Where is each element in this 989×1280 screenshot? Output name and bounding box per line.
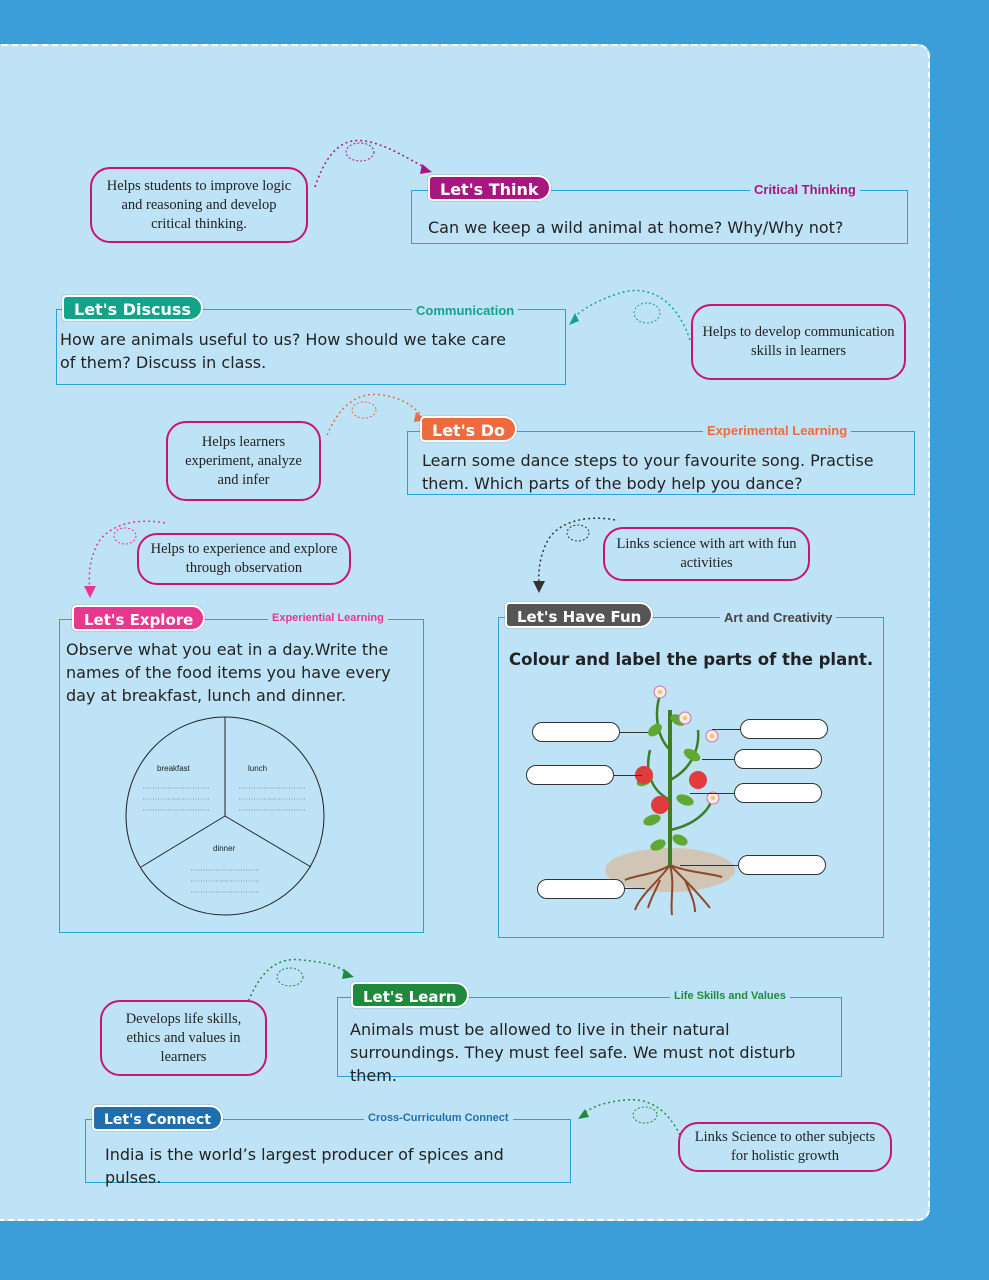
plant-label-field[interactable] xyxy=(526,765,614,785)
discuss-bubble: Helps to develop communication skills in learners xyxy=(691,304,906,380)
meal-pie-chart xyxy=(123,715,328,917)
pie-label-lunch: lunch xyxy=(248,764,268,773)
explore-tag: Let's Explore xyxy=(72,605,205,631)
plant-label-leader xyxy=(702,759,734,760)
plant-label-leader xyxy=(680,865,738,866)
connect-skill-label: Cross-Curriculum Connect xyxy=(364,1112,513,1124)
discuss-arrow-icon xyxy=(565,285,695,345)
do-arrow-icon xyxy=(322,390,432,430)
do-tag: Let's Do xyxy=(420,416,517,442)
plant-label-leader xyxy=(690,793,734,794)
think-bubble: Helps students to improve logic and reasoning and develop critical thinking. xyxy=(90,167,308,243)
plant-label-leader xyxy=(712,729,740,730)
plant-label-field[interactable] xyxy=(740,719,828,739)
learn-statement: Animals must be allowed to live in their natural surroundings. They must feel safe. We must not disturb them. xyxy=(350,1020,796,1085)
plant-label-field[interactable] xyxy=(734,783,822,803)
fun-heading: Colour and label the parts of the plant. xyxy=(509,650,874,669)
think-tag: Let's Think xyxy=(428,175,551,201)
discuss-question: How are animals useful to us? How should we take care of them? Discuss in class. xyxy=(60,330,506,372)
fun-skill-label: Art and Creativity xyxy=(720,610,836,625)
plant-label-field[interactable] xyxy=(734,749,822,769)
plant-label-leader xyxy=(614,775,642,776)
do-question: Learn some dance steps to your favourite song. Practise them. Which parts of the body help you dance? xyxy=(422,451,874,493)
discuss-skill-label: Communication xyxy=(412,303,518,318)
plant-label-field[interactable] xyxy=(537,879,625,899)
learn-skill-label: Life Skills and Values xyxy=(670,990,790,1002)
connect-tag: Let's Connect xyxy=(92,1105,223,1131)
plant-label-field[interactable] xyxy=(532,722,620,742)
discuss-tag: Let's Discuss xyxy=(62,295,203,321)
think-arrow-icon xyxy=(310,132,440,182)
plant-label-field[interactable] xyxy=(738,855,826,875)
think-question: Can we keep a wild animal at home? Why/Why not? xyxy=(428,218,844,237)
explore-skill-label: Experiential Learning xyxy=(268,612,388,624)
connect-bubble: Links Science to other subjects for holistic growth xyxy=(678,1122,892,1172)
plant-label-leader xyxy=(620,732,648,733)
plant-label-leader xyxy=(625,888,645,889)
connect-statement: India is the world’s largest producer of spices and pulses. xyxy=(105,1145,504,1187)
do-bubble: Helps learners experiment, analyze and infer xyxy=(166,421,321,501)
fun-bubble: Links science with art with fun activities xyxy=(603,527,810,581)
fun-tag: Let's Have Fun xyxy=(505,602,653,628)
think-skill-label: Critical Thinking xyxy=(750,182,860,197)
learn-bubble: Develops life skills, ethics and values in learners xyxy=(100,1000,267,1076)
pie-label-breakfast: breakfast xyxy=(157,764,190,773)
pie-label-dinner: dinner xyxy=(213,844,236,853)
learn-tag: Let's Learn xyxy=(351,982,469,1008)
explore-question: Observe what you eat in a day.Write the names of the food items you have every day at breakfast, lunch and dinner. xyxy=(66,640,391,705)
explore-bubble: Helps to experience and explore through observation xyxy=(137,533,351,585)
connect-arrow-icon xyxy=(575,1095,685,1140)
do-skill-label: Experimental Learning xyxy=(703,423,851,438)
